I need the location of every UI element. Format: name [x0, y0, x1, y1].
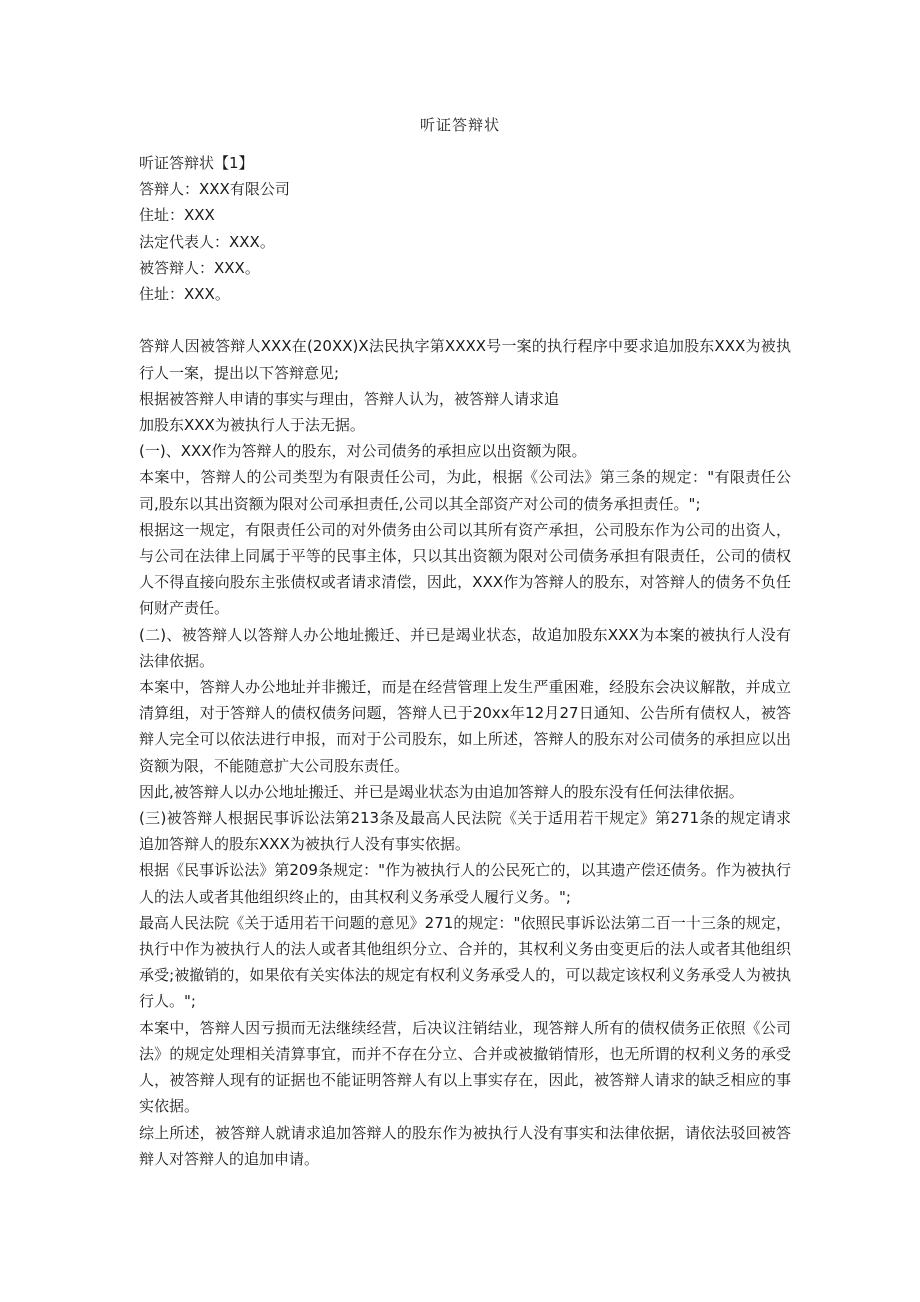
paragraph-point-2-body: 本案中，答辩人办公地址并非搬迁，而是在经营管理上发生严重困难，经股东会决议解散，并成立清算组，对于答辩人的债权债务问题，答辩人已于20xx年12月27日通知、公告所有债权人，被答辩人完全可以依法进行申报，而对于公司股东，如上所述，答辩人的股东对公司债务的承担应以出资额为限，不能随意扩大公司股东责任。	[139, 678, 791, 775]
paragraph-conclusion: 综上所述，被答辩人就请求追加答辩人的股东作为被执行人没有事实和法律依据，请依法驳回被答辩人对答辩人的追加申请。	[139, 1123, 791, 1168]
header-line-respondent: 答辩人：XXX有限公司	[139, 180, 290, 199]
header-line-case-title: 听证答辩状【1】	[139, 154, 254, 172]
paragraph-point-1-body: 本案中，答辩人的公司类型为有限责任公司，为此，根据《公司法》第三条的规定："有限责任公司,股东以其出资额为限对公司承担责任,公司以其全部资产对公司的债务承担责任。";	[139, 468, 791, 513]
paragraph-point-2-conclusion: 因此,被答辩人以办公地址搬迁、并已是竭业状态为由追加答辩人的股东没有任何法律依据。	[139, 782, 744, 801]
blank-line	[139, 307, 791, 333]
header-line-petitioner-address: 住址：XXX。	[139, 285, 230, 304]
header-line-petitioner: 被答辩人：XXX。	[139, 258, 260, 277]
paragraph-point-1-analysis: 根据这一规定，有限责任公司的对外债务由公司以其所有资产承担，公司股东作为公司的出资人，与公司在法律上同属于平等的民事主体，只以其出资额为限对公司债务承担有限责任，公司的债权人不得直接向股东主张债权或者请求清偿，因此，XXX作为答辩人的股东，对答辩人的债务不负任何财产责任。	[139, 520, 791, 618]
paragraph-point-3-law-209: 根据《民事诉讼法》第209条规定："作为被执行人的公民死亡的，以其遗产偿还债务。作为被执行人的法人或者其他组织终止的，由其权利义务承受人履行义务。";	[139, 861, 791, 906]
header-line-legal-representative: 法定代表人：XXX。	[139, 232, 275, 251]
paragraph-point-3-body: 本案中，答辩人因亏损而无法继续经营，后决议注销结业，现答辩人所有的债权债务正依照《公司法》的规定处理相关清算事宜，而并不存在分立、合并或被撤销情形，也无所谓的权利义务的承受人，被答辩人现有的证据也不能证明答辩人有以上事实存在，因此，被答辩人请求的缺乏相应的事实依据。	[139, 1018, 791, 1116]
document-title: 听证答辩状	[419, 116, 500, 134]
paragraph-point-3-heading: (三)被答辩人根据民事诉讼法第213条及最高人民法院《关于适用若干规定》第271条的规定请求追加答辩人的股东XXX为被执行人没有事实依据。	[139, 809, 791, 854]
paragraph-opinion-line-2: 加股东XXX为被执行人于法无据。	[139, 416, 365, 435]
paragraph-point-2-heading: (二)、被答辩人以答辩人办公地址搬迁、并已是竭业状态，故追加股东XXX为本案的被执行人没有法律依据。	[139, 625, 791, 670]
paragraph-point-1-heading: (一)、XXX作为答辩人的股东，对公司债务的承担应以出资额为限。	[139, 442, 587, 461]
paragraph-intro: 答辩人因被答辩人XXX在(20XX)X法民执字第XXXX号一案的执行程序中要求追加股东XXX为被执行人一案，提出以下答辩意见;	[139, 337, 791, 382]
header-line-respondent-address: 住址：XXX	[139, 206, 215, 225]
paragraph-opinion-line-1: 根据被答辩人申请的事实与理由，答辩人认为，被答辩人请求追	[139, 389, 560, 408]
document-body	[139, 150, 791, 1172]
paragraph-point-3-opinion-271: 最高人民法院《关于适用若干问题的意见》271的规定："依照民事诉讼法第二百一十三条的规定，执行中作为被执行人的法人或者其他组织分立、合并的，其权利义务由变更后的法人或者其他组织承受;被撤销的，如果依有关实体法的规定有权利义务承受人的，可以裁定该权利义务承受人为被执行人。";	[139, 913, 791, 1011]
